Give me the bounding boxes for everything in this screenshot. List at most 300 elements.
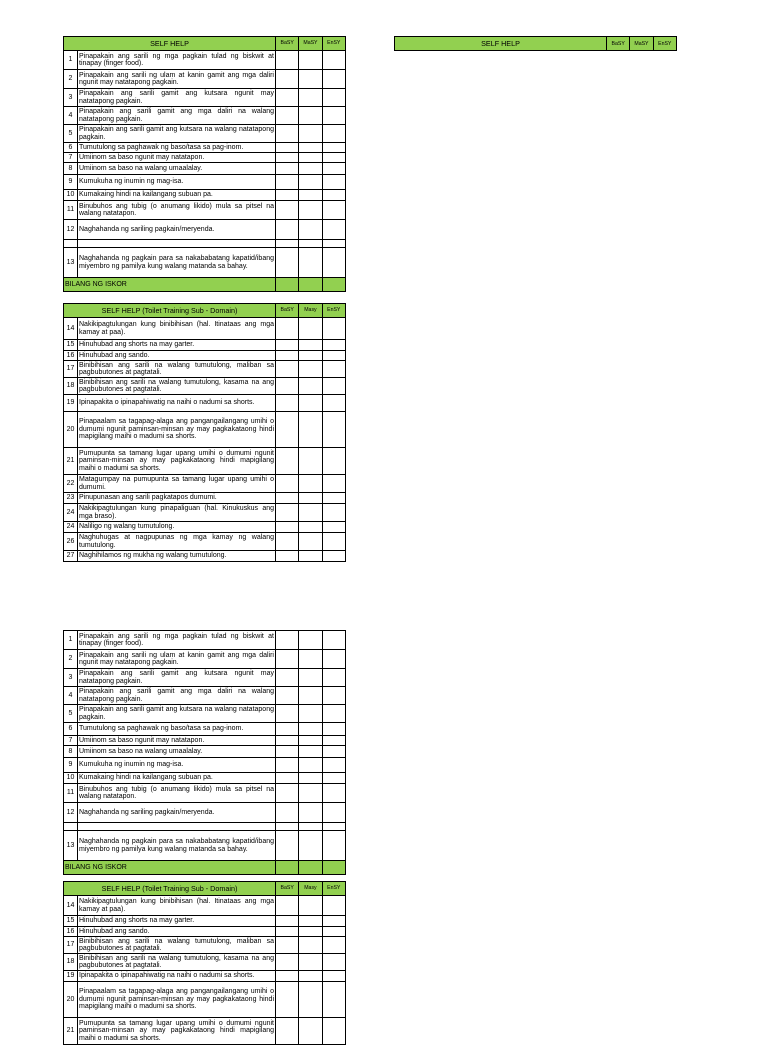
masy-cell[interactable] (299, 201, 322, 220)
masy-cell[interactable] (299, 51, 322, 70)
item-text: Pinapaalam sa tagapag-alaga ang pangangailangang umihi o dumumi ngunit paminsan-minsan ay may pagkakataong hindi mapigilang maihi o madumi sa shorts. (78, 412, 276, 448)
masy-cell[interactable] (299, 803, 322, 823)
toilet-header-row (64, 882, 346, 896)
item-text: Hinuhubad ang sando. (78, 351, 276, 361)
masy-cell[interactable] (299, 551, 322, 562)
score-row (64, 861, 346, 875)
item-text: Kumukuha ng inumin ng mag-isa. (78, 758, 276, 773)
table-row (64, 318, 346, 340)
basy-cell[interactable] (276, 475, 299, 493)
ensy-cell[interactable] (322, 351, 345, 361)
item-text: Binibihisan ang sarili na walang tumutulong, maliban sa pagbubutones at pagtatali. (79, 361, 274, 376)
basy-cell[interactable] (276, 784, 299, 803)
table-row (64, 220, 346, 240)
basy-cell[interactable] (276, 89, 299, 107)
ensy-cell[interactable] (322, 175, 345, 190)
item-text: Umiinom sa baso na walang umaalalay. (78, 163, 276, 175)
basy-cell[interactable] (276, 631, 299, 650)
masy-cell[interactable] (299, 669, 322, 687)
item-text: Naghahanda ng sariling pagkain/meryenda. (78, 220, 276, 240)
table-row (64, 70, 346, 89)
basy-cell[interactable] (276, 736, 299, 746)
basy-cell[interactable] (276, 669, 299, 687)
ensy-cell[interactable] (322, 803, 345, 823)
ensy-cell[interactable] (322, 448, 345, 475)
item-text: Pinapakain ang sarili gamit ang mga daliri na walang natatapong pagkain. (79, 108, 274, 123)
ensy-cell[interactable] (322, 163, 345, 175)
item-text: Naghihilamos ng mukha ng walang tumutulong. (78, 551, 276, 562)
ensy-cell[interactable] (322, 746, 345, 758)
table-row (64, 504, 346, 522)
table-row (64, 475, 346, 493)
basy-cell[interactable] (276, 758, 299, 773)
score-row (64, 278, 346, 292)
masy-cell[interactable] (299, 982, 322, 1018)
masy-cell[interactable] (299, 361, 322, 378)
ensy-cell[interactable] (322, 107, 345, 125)
basy-cell[interactable] (276, 163, 299, 175)
basy-cell[interactable] (276, 522, 299, 533)
basy-cell[interactable] (276, 954, 299, 971)
item-number: 16 (64, 351, 78, 361)
basy-cell[interactable] (276, 220, 299, 240)
masy-cell[interactable] (299, 522, 322, 533)
table-row (64, 522, 346, 533)
item-text: Binubuhos ang tubig (o anumang likido) mula sa pitsel na walang natatapon. (78, 201, 276, 220)
basy-cell[interactable] (276, 175, 299, 190)
basy-cell[interactable] (276, 551, 299, 562)
item-text: Pinapaalam sa tagapag-alaga ang pangangailangang umihi o dumumi ngunit paminsan-minsan ay may pagkakataong hindi mapigilang maihi o madumi sa shorts. (78, 982, 276, 1018)
basy-cell[interactable] (276, 1018, 299, 1045)
ensy-cell[interactable] (322, 927, 345, 937)
ensy-header: EnSY (322, 882, 345, 896)
masy-cell[interactable] (299, 736, 322, 746)
self-help-table-copy (63, 630, 346, 875)
ensy-cell[interactable] (322, 70, 345, 89)
table-row (64, 448, 346, 475)
score-label: BILANG NG ISKOR (64, 278, 276, 292)
item-number: 17 (64, 937, 78, 954)
table-row (64, 927, 346, 937)
table-row (64, 340, 346, 351)
masy-cell[interactable] (299, 448, 322, 475)
item-number: 13 (64, 248, 78, 278)
ensy-cell[interactable] (322, 736, 345, 746)
table-row (64, 971, 346, 982)
ensy-cell[interactable] (322, 51, 345, 70)
ensy-cell[interactable] (322, 395, 345, 412)
masy-cell[interactable] (299, 746, 322, 758)
table-row (64, 125, 346, 143)
self-help-table (63, 36, 346, 292)
basy-score[interactable] (276, 278, 299, 292)
masy-cell[interactable] (299, 504, 322, 522)
self-help-title: SELF HELP (395, 37, 607, 51)
ensy-cell[interactable] (322, 190, 345, 201)
item-text: Kumakaing hindi na kailangang subuan pa. (78, 773, 276, 784)
masy-cell[interactable] (299, 631, 322, 650)
masy-cell[interactable] (299, 351, 322, 361)
ensy-cell[interactable] (322, 143, 345, 153)
item-text: Naghahanda ng sariling pagkain/meryenda. (78, 803, 276, 823)
table-row (64, 896, 346, 916)
masy-cell[interactable] (299, 395, 322, 412)
basy-score[interactable] (276, 861, 299, 875)
masy-cell[interactable] (299, 916, 322, 927)
item-number: 19 (64, 395, 78, 412)
masy-cell[interactable] (299, 70, 322, 89)
masy-cell[interactable] (299, 896, 322, 916)
basy-cell[interactable] (276, 190, 299, 201)
table-row (64, 687, 346, 705)
basy-cell[interactable] (276, 971, 299, 982)
masy-cell[interactable] (299, 175, 322, 190)
item-number: 2 (64, 70, 78, 89)
item-number: 15 (64, 916, 78, 927)
blank-row (64, 823, 346, 831)
item-text: Pinapakain ang sarili ng ulam at kanin gamit ang mga daliri ngunit may natatapong pagkain. (78, 650, 276, 669)
basy-cell[interactable] (276, 395, 299, 412)
ensy-cell[interactable] (322, 982, 345, 1018)
item-number: 12 (64, 803, 78, 823)
item-text: Pinapakain ang sarili gamit ang mga daliri na walang natatapong pagkain. (79, 688, 274, 703)
basy-cell[interactable] (276, 125, 299, 143)
masy-cell[interactable] (299, 143, 322, 153)
ensy-cell[interactable] (322, 201, 345, 220)
table-row (64, 982, 346, 1018)
item-text: Matagumpay na pumupunta sa tamang lugar upang umihi o dumumi. (79, 476, 274, 491)
ensy-cell[interactable] (322, 758, 345, 773)
item-text: Hinuhubad ang shorts na may garter. (78, 916, 276, 927)
ensy-cell[interactable] (322, 650, 345, 669)
item-text: Kumukuha ng inumin ng mag-isa. (78, 175, 276, 190)
item-text: Naghahanda ng pagkain para sa nakababatang kapatid/ibang miyembro ng pamilya kung walang matanda sa bahay. (78, 831, 276, 861)
basy-cell[interactable] (276, 143, 299, 153)
item-text: Binibihisan ang sarili na walang tumutulong, kasama na ang pagbubutones at pagtatali. (79, 954, 274, 969)
table-row (64, 378, 346, 395)
ensy-cell[interactable] (322, 954, 345, 971)
masy-cell[interactable] (299, 493, 322, 504)
ensy-cell[interactable] (322, 378, 345, 395)
ensy-cell[interactable] (322, 220, 345, 240)
masy-cell[interactable] (299, 475, 322, 493)
basy-cell[interactable] (276, 650, 299, 669)
item-number: 7 (64, 153, 78, 163)
basy-cell[interactable] (276, 248, 299, 278)
item-number: 14 (64, 896, 78, 916)
item-number: 22 (64, 475, 78, 493)
masy-cell[interactable] (299, 937, 322, 954)
item-number: 5 (64, 125, 78, 143)
item-number: 11 (64, 201, 78, 220)
item-text: Kumakaing hindi na kailangang subuan pa. (78, 190, 276, 201)
basy-cell[interactable] (276, 533, 299, 551)
item-number: 5 (64, 705, 78, 723)
basy-cell[interactable] (276, 51, 299, 70)
item-number: 23 (64, 493, 78, 504)
item-text: Tumutulong sa paghawak ng baso/tasa sa pag-inom. (78, 723, 276, 736)
toilet-training-table (63, 303, 346, 562)
table-row (64, 631, 346, 650)
item-number: 18 (64, 954, 78, 971)
item-number: 6 (64, 723, 78, 736)
masy-cell[interactable] (299, 723, 322, 736)
ensy-cell[interactable] (322, 551, 345, 562)
table-row (64, 758, 346, 773)
table-row (64, 201, 346, 220)
table-row (64, 89, 346, 107)
ensy-cell[interactable] (322, 784, 345, 803)
basy-cell[interactable] (276, 201, 299, 220)
basy-cell[interactable] (276, 361, 299, 378)
item-number: 14 (64, 318, 78, 340)
ensy-cell[interactable] (322, 1018, 345, 1045)
masy-cell[interactable] (299, 954, 322, 971)
masy-cell[interactable] (299, 687, 322, 705)
toilet-training-table-copy (63, 881, 346, 1045)
ensy-cell[interactable] (322, 916, 345, 927)
masy-cell[interactable] (299, 758, 322, 773)
ensy-score[interactable] (322, 861, 345, 875)
item-number: 9 (64, 175, 78, 190)
ensy-cell[interactable] (322, 248, 345, 278)
score-label: BILANG NG ISKOR (64, 861, 276, 875)
item-number: 20 (64, 412, 78, 448)
item-text: Pinapakain ang sarili ng ulam at kanin gamit ang mga daliri ngunit may natatapong pagkain. (78, 70, 276, 89)
basy-header: BaSY (276, 882, 299, 896)
basy-cell[interactable] (276, 831, 299, 861)
basy-cell[interactable] (276, 687, 299, 705)
item-number: 13 (64, 831, 78, 861)
item-text: Pinapakain ang sarili gamit ang kutsara na walang natatapong pagkain. (79, 126, 274, 141)
table-row (64, 746, 346, 758)
ensy-cell[interactable] (322, 340, 345, 351)
table-row (64, 1018, 346, 1045)
item-number: 15 (64, 340, 78, 351)
item-text: Pinapakain ang sarili gamit ang kutsara na walang natatapong pagkain. (79, 706, 274, 721)
item-number: 26 (64, 533, 78, 551)
item-text: Nakikipagtulungan kung binibihisan (hal. Itinataas ang mga kamay at paa). (78, 896, 276, 916)
masy-cell[interactable] (299, 784, 322, 803)
ensy-cell[interactable] (322, 831, 345, 861)
self-help-header-row (64, 37, 346, 51)
item-number: 2 (64, 650, 78, 669)
masy-cell[interactable] (299, 533, 322, 551)
table-row (64, 705, 346, 723)
masy-cell[interactable] (299, 340, 322, 351)
basy-cell[interactable] (276, 412, 299, 448)
item-text: Pumupunta sa tamang lugar upang umihi o dumumi ngunit paminsan-minsan ay may pagkakataong hindi mapigilang maihi o madumi sa shorts. (78, 1018, 276, 1045)
table-row (64, 361, 346, 378)
ensy-cell[interactable] (322, 89, 345, 107)
ensy-cell[interactable] (322, 361, 345, 378)
item-text: Naghuhugas at nagpupunas ng mga kamay ng walang tumutulong. (79, 534, 274, 549)
item-text: Tumutulong sa paghawak ng baso/tasa sa pag-inom. (78, 143, 276, 153)
ensy-cell[interactable] (322, 533, 345, 551)
masy-cell[interactable] (299, 153, 322, 163)
table-row (64, 723, 346, 736)
basy-cell[interactable] (276, 937, 299, 954)
masy-cell[interactable] (299, 107, 322, 125)
basy-cell[interactable] (276, 705, 299, 723)
item-number: 8 (64, 746, 78, 758)
ensy-cell[interactable] (322, 723, 345, 736)
item-number: 4 (64, 107, 78, 125)
item-text: Binibihisan ang sarili na walang tumutulong, kasama na ang pagbubutones at pagtatali. (79, 378, 274, 393)
item-text: Pinupunasan ang sarili pagkatapos dumumi. (78, 493, 276, 504)
table-row (64, 143, 346, 153)
item-text: Nakikipagtulungan kung binibihisan (hal. Itinataas ang mga kamay at paa). (78, 318, 276, 340)
basy-cell[interactable] (276, 746, 299, 758)
table-row (64, 773, 346, 784)
ensy-cell[interactable] (322, 896, 345, 916)
table-row (64, 395, 346, 412)
ensy-cell[interactable] (322, 705, 345, 723)
masy-cell[interactable] (299, 190, 322, 201)
item-number: 9 (64, 758, 78, 773)
ensy-header: EnSY (322, 37, 345, 51)
ensy-cell[interactable] (322, 153, 345, 163)
table-row (64, 784, 346, 803)
item-text: Hinuhubad ang shorts na may garter. (78, 340, 276, 351)
item-number: 24 (64, 504, 78, 522)
table-row (64, 190, 346, 201)
ensy-cell[interactable] (322, 971, 345, 982)
masy-header: MaSY (299, 37, 322, 51)
table-row (64, 831, 346, 861)
basy-header: BaSY (607, 37, 630, 51)
item-number: 1 (64, 51, 78, 70)
ensy-cell[interactable] (322, 412, 345, 448)
basy-cell[interactable] (276, 340, 299, 351)
table-row (64, 803, 346, 823)
basy-cell[interactable] (276, 107, 299, 125)
item-number: 17 (64, 361, 78, 378)
basy-cell[interactable] (276, 723, 299, 736)
ensy-cell[interactable] (322, 318, 345, 340)
self-help-title: SELF HELP (64, 37, 276, 51)
item-number: 1 (64, 631, 78, 650)
table-row (64, 937, 346, 954)
basy-cell[interactable] (276, 448, 299, 475)
item-number: 10 (64, 773, 78, 784)
item-text: Pinapakain ang sarili gamit ang kutsara ngunit may natatapong pagkain. (79, 670, 274, 685)
masy-cell[interactable] (299, 89, 322, 107)
basy-cell[interactable] (276, 504, 299, 522)
item-number: 12 (64, 220, 78, 240)
item-number: 19 (64, 971, 78, 982)
basy-cell[interactable] (276, 318, 299, 340)
basy-cell[interactable] (276, 896, 299, 916)
masy-cell[interactable] (299, 650, 322, 669)
ensy-header: EnSY (322, 304, 345, 318)
item-number: 7 (64, 736, 78, 746)
item-number: 11 (64, 784, 78, 803)
item-number: 3 (64, 669, 78, 687)
masy-cell[interactable] (299, 378, 322, 395)
masy-cell[interactable] (299, 163, 322, 175)
item-number: 20 (64, 982, 78, 1018)
item-number: 3 (64, 89, 78, 107)
item-number: 27 (64, 551, 78, 562)
ensy-cell[interactable] (322, 475, 345, 493)
basy-cell[interactable] (276, 70, 299, 89)
item-number: 8 (64, 163, 78, 175)
masy-cell[interactable] (299, 1018, 322, 1045)
ensy-cell[interactable] (322, 522, 345, 533)
masy-cell[interactable] (299, 412, 322, 448)
masy-cell[interactable] (299, 971, 322, 982)
table-row (64, 153, 346, 163)
masy-cell[interactable] (299, 773, 322, 784)
basy-cell[interactable] (276, 927, 299, 937)
item-text: Umiinom sa baso ngunit may natatapon. (78, 153, 276, 163)
item-text: Naliligo ng walang tumutulong. (78, 522, 276, 533)
table-row (64, 163, 346, 175)
item-text: Ipinapakita o ipinapahiwatig na naihi o nadumi sa shorts. (78, 971, 276, 982)
basy-cell[interactable] (276, 916, 299, 927)
item-number: 4 (64, 687, 78, 705)
masy-score[interactable] (299, 278, 322, 292)
item-text: Ipinapakita o ipinapahiwatig na naihi o nadumi sa shorts. (78, 395, 276, 412)
basy-cell[interactable] (276, 982, 299, 1018)
blank-row (64, 240, 346, 248)
item-number: 18 (64, 378, 78, 395)
masy-score[interactable] (299, 861, 322, 875)
ensy-cell[interactable] (322, 493, 345, 504)
masy-header: Masy (299, 882, 322, 896)
table-row (64, 412, 346, 448)
basy-cell[interactable] (276, 351, 299, 361)
table-row (64, 736, 346, 746)
ensy-cell[interactable] (322, 687, 345, 705)
table-row (64, 248, 346, 278)
item-number: 24 (64, 522, 78, 533)
masy-cell[interactable] (299, 220, 322, 240)
toilet-header-row (64, 304, 346, 318)
masy-cell[interactable] (299, 125, 322, 143)
basy-header: BaSY (276, 304, 299, 318)
ensy-cell[interactable] (322, 504, 345, 522)
table-row (64, 551, 346, 562)
masy-cell[interactable] (299, 318, 322, 340)
ensy-cell[interactable] (322, 125, 345, 143)
masy-cell[interactable] (299, 927, 322, 937)
ensy-header: EnSY (653, 37, 676, 51)
basy-cell[interactable] (276, 803, 299, 823)
ensy-score[interactable] (322, 278, 345, 292)
item-text: Umiinom sa baso ngunit may natatapon. (78, 736, 276, 746)
basy-cell[interactable] (276, 153, 299, 163)
masy-cell[interactable] (299, 248, 322, 278)
masy-cell[interactable] (299, 705, 322, 723)
basy-cell[interactable] (276, 493, 299, 504)
ensy-cell[interactable] (322, 937, 345, 954)
basy-cell[interactable] (276, 773, 299, 784)
item-number: 6 (64, 143, 78, 153)
ensy-cell[interactable] (322, 631, 345, 650)
table-row (64, 493, 346, 504)
masy-cell[interactable] (299, 831, 322, 861)
masy-header: MaSY (630, 37, 653, 51)
basy-cell[interactable] (276, 378, 299, 395)
item-text: Binubuhos ang tubig (o anumang likido) mula sa pitsel na walang natatapon. (78, 784, 276, 803)
table-row (64, 650, 346, 669)
ensy-cell[interactable] (322, 773, 345, 784)
item-text: Binibihisan ang sarili na walang tumutulong, maliban sa pagbubutones at pagtatali. (79, 937, 274, 952)
table-row (64, 533, 346, 551)
ensy-cell[interactable] (322, 669, 345, 687)
